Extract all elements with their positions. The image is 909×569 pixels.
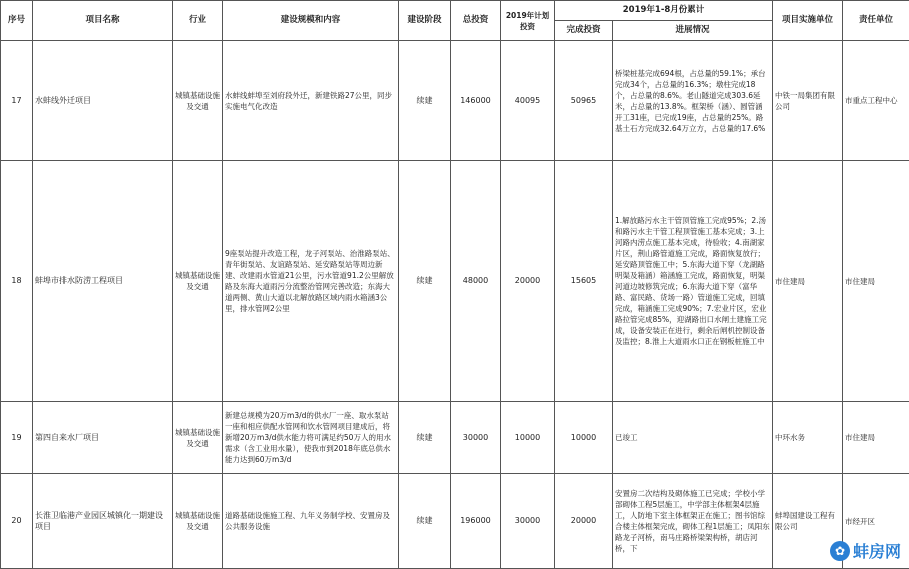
table-row xyxy=(1,402,909,474)
cell-completed: 15605 xyxy=(555,161,613,402)
cell-responsible: 市重点工程中心 xyxy=(843,41,909,161)
cell-plan: 10000 xyxy=(501,402,555,474)
header-progress: 进展情况 xyxy=(613,21,773,41)
table-row xyxy=(1,474,909,569)
header-name: 项目名称 xyxy=(33,1,173,41)
header-responsible: 责任单位 xyxy=(843,1,909,41)
cell-industry: 城镇基础设施及交通 xyxy=(173,474,223,569)
cell-name: 第四自来水厂项目 xyxy=(33,402,173,474)
cell-progress: 已竣工 xyxy=(613,402,773,474)
cell-industry: 城镇基础设施及交通 xyxy=(173,402,223,474)
cell-stage: 续建 xyxy=(399,161,451,402)
cell-total: 30000 xyxy=(451,402,501,474)
header-completed: 完成投资 xyxy=(555,21,613,41)
table-row xyxy=(1,161,909,402)
cell-progress: 桥梁桩基完成694根，占总量的59.1%；承台完成34个，占总量的16.3%；墩柱完成18个，占总量的8.6%。老山隧道完成303.6延米，占总量的13.8%。框架桥（涵）、圆管涵开工31座，已完成19座，占总量的25%。路基土石方完成32.64万立方，占总量的17.6% xyxy=(613,41,773,161)
cell-completed: 20000 xyxy=(555,474,613,569)
cell-implementer: 市住建局 xyxy=(773,161,843,402)
cell-responsible: 市住建局 xyxy=(843,402,909,474)
table-row xyxy=(1,41,909,161)
cell-name: 水蚌线外迁项目 xyxy=(33,41,173,161)
cell-total: 48000 xyxy=(451,161,501,402)
cell-name: 蚌埠市排水防涝工程项目 xyxy=(33,161,173,402)
cell-plan: 30000 xyxy=(501,474,555,569)
header-stage: 建设阶段 xyxy=(399,1,451,41)
cell-industry: 城镇基础设施及交通 xyxy=(173,161,223,402)
cell-seq: 20 xyxy=(1,474,33,569)
cell-plan: 40095 xyxy=(501,41,555,161)
wechat-icon: ✿ xyxy=(830,541,850,561)
cell-stage: 续建 xyxy=(399,41,451,161)
cell-seq: 18 xyxy=(1,161,33,402)
cell-total: 146000 xyxy=(451,41,501,161)
cell-responsible: 市经开区 xyxy=(843,474,909,569)
cell-implementer: 蚌埠国建设工程有限公司 xyxy=(773,474,843,569)
cell-content: 新建总规模为20万m3/d的供水厂一座、取水泵站一座和相应供配水管网和饮水管网项目建成后，将新增20万m3/d供水能力将可满足约50万人的用水需求（含工业用水量），使我市到2018年底总供水能力达到60万m3/d xyxy=(223,402,399,474)
cell-implementer: 中环水务 xyxy=(773,402,843,474)
cell-industry: 城镇基础设施及交通 xyxy=(173,41,223,161)
header-seq: 序号 xyxy=(1,1,33,41)
cell-stage: 续建 xyxy=(399,402,451,474)
cell-completed: 50965 xyxy=(555,41,613,161)
cell-responsible: 市住建局 xyxy=(843,161,909,402)
cell-implementer: 中铁一局集团有限公司 xyxy=(773,41,843,161)
cell-completed: 10000 xyxy=(555,402,613,474)
cell-stage: 续建 xyxy=(399,474,451,569)
header-plan2019: 2019年计划投资 xyxy=(501,1,555,41)
header-total: 总投资 xyxy=(451,1,501,41)
cell-name: 长淮卫临港产业园区城镇化一期建设项目 xyxy=(33,474,173,569)
cell-progress: 1.解放路污水主干管顶管施工完成95%；2.汤和路污水主干管工程顶管施工基本完成；3.上河路内涝点施工基本完成，待验收；4.南湖家片区，荆山路管道施工完成，路面恢复放行；延安路顶管施工中；5.东海大道下穿（龙湖路明渠及箱涵）箱涵施工完成，路面恢复，明渠河道边坡修筑完成；6.东海大道下穿（富华路、富民路、货场一路）管道施工完成，回填完成，箱涵施工完成90%；7.宏业片区，宏业路拉管完成85%，迎湖路出口水闸土建施工完成，设备安装正在进行，剩余后闸机控制设备及监控；8.淮上大道雨水口正在钢板桩施工中 xyxy=(613,161,773,402)
watermark-text: 蚌房网 xyxy=(853,539,901,562)
header-content: 建设规模和内容 xyxy=(223,1,399,41)
header-cumulative: 2019年1-8月份累计 xyxy=(555,1,773,21)
cell-seq: 19 xyxy=(1,402,33,474)
header-implementer: 项目实施单位 xyxy=(773,1,843,41)
cell-plan: 20000 xyxy=(501,161,555,402)
cell-content: 9座泵站提升改造工程，龙子河泵站、治淮路泵站、青年街泵站、友谊路泵站、延安路泵站等周边新建、改建雨水管道21公里，污水管道91.2公里解放路及东海大道雨污分流整治管网完善改造；东海大道两侧、黄山大道以北解放路区域内雨水箱涵3公里，排水管网2公里 xyxy=(223,161,399,402)
cell-content: 水蚌线蚌埠至刘府段外迁，新建铁路27公里，同步实施电气化改造 xyxy=(223,41,399,161)
cell-seq: 17 xyxy=(1,41,33,161)
cell-content: 道路基础设施施工程、九年义务制学校、安置房及公共服务设施 xyxy=(223,474,399,569)
cell-progress: 安置房二次结构及砌体施工已完成；学校小学部砌体工程5层施工，中学部主体框架4层施工，人防地下室主体框架正在施工；图书馆综合楼主体框架完成，砌体工程1层施工；凤阳东路龙子河桥，南马庄路桥梁架构桥，胡店河桥，下 xyxy=(613,474,773,569)
cell-total: 196000 xyxy=(451,474,501,569)
watermark xyxy=(830,539,901,562)
header-industry: 行业 xyxy=(173,1,223,41)
